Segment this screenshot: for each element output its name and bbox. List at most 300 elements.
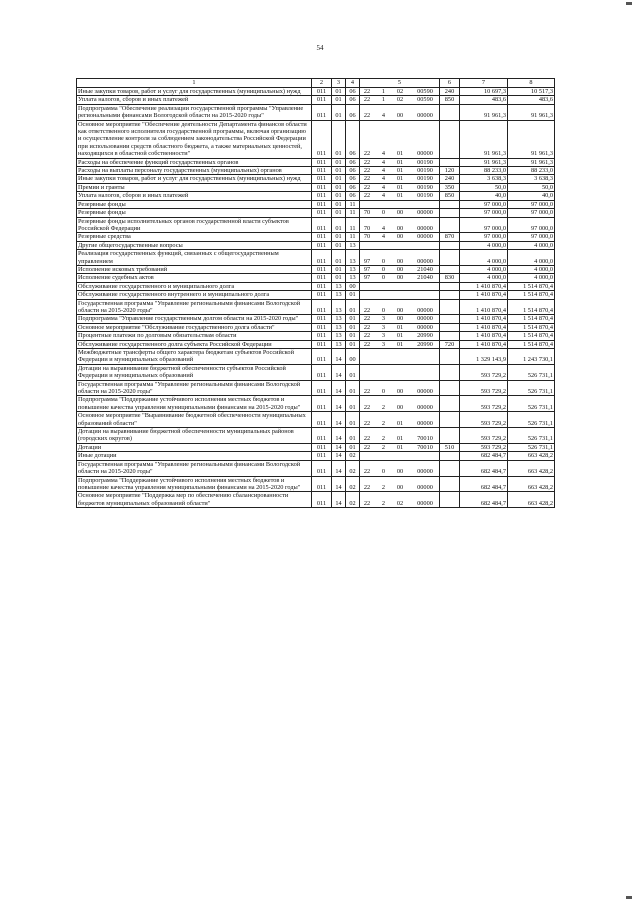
target-article-code — [361, 167, 438, 174]
subsection-code: 00 — [346, 349, 360, 365]
target-article-code — [361, 444, 438, 451]
target-article-code — [361, 274, 438, 281]
section-code: 14 — [332, 396, 346, 412]
admin-code: 011 — [312, 282, 332, 290]
article-cell — [360, 443, 440, 451]
article-cell — [360, 349, 440, 365]
admin-code: 011 — [312, 492, 332, 508]
amount-2020: 526 731,1 — [508, 396, 555, 412]
expense-type-code — [440, 250, 460, 266]
expense-type-code — [440, 412, 460, 428]
subsection-code: 06 — [346, 175, 360, 183]
admin-code: 011 — [312, 241, 332, 249]
table-row — [77, 217, 555, 233]
admin-code: 011 — [312, 104, 332, 120]
section-code: 14 — [332, 492, 346, 508]
expense-type-code — [440, 332, 460, 340]
article-part-p2: 4 — [381, 112, 386, 120]
admin-code: 011 — [312, 460, 332, 476]
amount-2019: 4 000,0 — [460, 250, 508, 266]
article-part-p1: 22 — [363, 332, 371, 340]
section-code: 13 — [332, 323, 346, 331]
article-cell — [360, 158, 440, 166]
article-part-p3: 01 — [396, 435, 404, 443]
row-name: Расходы на обеспечение функций государственных органов — [77, 158, 312, 166]
amount-2019: 1 410 870,4 — [460, 315, 508, 323]
article-part-p4: 70010 — [417, 435, 433, 443]
table-row — [77, 315, 555, 323]
section-code: 01 — [332, 175, 346, 183]
row-name: Иные закупки товаров, работ и услуг для государственных (муниципальных) нужд — [77, 88, 312, 96]
article-cell — [360, 396, 440, 412]
table-row — [77, 250, 555, 266]
admin-code: 011 — [312, 265, 332, 273]
article-part-p3: 00 — [396, 233, 404, 241]
row-name: Исполнение исковых требований — [77, 265, 312, 273]
amount-2020: 97 000,0 — [508, 217, 555, 233]
amount-2019: 483,6 — [460, 96, 508, 104]
article-part-p3: 01 — [396, 175, 404, 183]
admin-code: 011 — [312, 250, 332, 266]
article-cell — [360, 241, 440, 249]
amount-2020: 97 000,0 — [508, 233, 555, 241]
article-part-p4: 00190 — [417, 183, 433, 191]
subsection-code: 06 — [346, 120, 360, 158]
header-cell: 8 — [508, 79, 555, 88]
article-part-p1: 70 — [363, 224, 371, 232]
article-part-p2: 1 — [381, 96, 386, 104]
article-part-p1: 22 — [363, 306, 371, 314]
amount-2019: 4 000,0 — [460, 274, 508, 282]
amount-2019: 593 729,2 — [460, 443, 508, 451]
article-part-p2: 0 — [381, 265, 386, 273]
amount-2020: 526 731,1 — [508, 380, 555, 396]
table-row — [77, 443, 555, 451]
article-part-p1: 22 — [363, 323, 371, 331]
table-row — [77, 96, 555, 104]
article-part-p4: 00000 — [417, 499, 433, 507]
table-row — [77, 291, 555, 299]
target-article-code — [361, 388, 438, 395]
row-name: Другие общегосударственные вопросы — [77, 241, 312, 249]
header-cell: 7 — [460, 79, 508, 88]
subsection-code: 06 — [346, 96, 360, 104]
admin-code: 011 — [312, 364, 332, 380]
article-part-p1: 22 — [363, 167, 371, 175]
article-part-p3: 00 — [396, 209, 404, 217]
subsection-code: 13 — [346, 241, 360, 249]
section-code: 13 — [332, 315, 346, 323]
subsection-code: 01 — [346, 332, 360, 340]
article-part-p1: 97 — [363, 274, 371, 282]
table-row — [77, 233, 555, 241]
section-code: 01 — [332, 274, 346, 282]
amount-2020: 40,0 — [508, 192, 555, 200]
row-name: Подпрограмма "Поддержание устойчивого исполнения местных бюджетов и повышение качества управления муниципальными финансами на 2015-2020 годы" — [77, 396, 312, 412]
article-part-p2: 0 — [381, 388, 386, 396]
amount-2020: 663 428,2 — [508, 460, 555, 476]
amount-2020: 97 000,0 — [508, 200, 555, 208]
article-part-p2: 2 — [381, 499, 386, 507]
section-code: 14 — [332, 452, 346, 460]
amount-2019: 593 729,2 — [460, 428, 508, 444]
article-cell — [360, 452, 440, 460]
subsection-code: 06 — [346, 167, 360, 175]
article-part-p4: 70010 — [417, 443, 433, 451]
target-article-code — [361, 315, 438, 322]
article-part-p3: 00 — [396, 468, 404, 476]
amount-2019: 593 729,2 — [460, 380, 508, 396]
amount-2020: 663 428,2 — [508, 492, 555, 508]
admin-code: 011 — [312, 120, 332, 158]
article-part-p1: 22 — [363, 192, 371, 200]
table-row — [77, 299, 555, 315]
amount-2019: 1 410 870,4 — [460, 282, 508, 290]
article-part-p1: 22 — [363, 483, 371, 491]
row-name: Обслуживание государственного и муниципального долга — [77, 282, 312, 290]
article-part-p2: 2 — [381, 419, 386, 427]
amount-2019: 88 233,0 — [460, 167, 508, 175]
amount-2020: 1 514 870,4 — [508, 299, 555, 315]
amount-2019: 1 410 870,4 — [460, 299, 508, 315]
table-row — [77, 428, 555, 444]
expense-type-code — [440, 380, 460, 396]
article-part-p1: 22 — [363, 112, 371, 120]
target-article-code — [361, 209, 438, 216]
article-part-p3: 00 — [396, 257, 404, 265]
amount-2019: 1 410 870,4 — [460, 323, 508, 331]
row-name: Иные закупки товаров, работ и услуг для государственных (муниципальных) нужд — [77, 175, 312, 183]
article-part-p4: 00000 — [417, 483, 433, 491]
expense-type-code — [440, 291, 460, 299]
amount-2020: 483,6 — [508, 96, 555, 104]
article-cell — [360, 209, 440, 217]
section-code: 14 — [332, 349, 346, 365]
subsection-code: 13 — [346, 274, 360, 282]
article-part-p3: 00 — [396, 224, 404, 232]
article-part-p1: 22 — [363, 96, 371, 104]
expense-type-code — [440, 396, 460, 412]
header-cell: 2 — [312, 79, 332, 88]
subsection-code: 13 — [346, 265, 360, 273]
article-cell — [360, 192, 440, 200]
row-name: Уплата налогов, сборов и иных платежей — [77, 96, 312, 104]
amount-2020: 1 514 870,4 — [508, 315, 555, 323]
header-cell: 6 — [440, 79, 460, 88]
amount-2019: 4 000,0 — [460, 241, 508, 249]
article-part-p1: 22 — [363, 340, 371, 348]
table-row — [77, 380, 555, 396]
target-article-code — [361, 258, 438, 265]
section-code: 01 — [332, 200, 346, 208]
amount-2019: 1 329 143,9 — [460, 349, 508, 365]
expense-type-code: 120 — [440, 167, 460, 175]
expense-type-code — [440, 428, 460, 444]
header-cell: 4 — [346, 79, 360, 88]
subsection-code: 01 — [346, 412, 360, 428]
row-name: Обслуживание государственного долга субъекта Российской Федерации — [77, 340, 312, 348]
page-number: 54 — [316, 44, 324, 52]
article-part-p3: 00 — [396, 306, 404, 314]
article-part-p4: 00190 — [417, 192, 433, 200]
admin-code: 011 — [312, 96, 332, 104]
subsection-code: 01 — [346, 428, 360, 444]
subsection-code: 11 — [346, 217, 360, 233]
article-part-p4: 00590 — [417, 88, 433, 95]
admin-code: 011 — [312, 291, 332, 299]
subsection-code: 01 — [346, 315, 360, 323]
article-part-p3: 02 — [396, 88, 404, 95]
amount-2020: 4 000,0 — [508, 274, 555, 282]
subsection-code: 01 — [346, 443, 360, 451]
article-part-p3: 01 — [396, 158, 404, 166]
section-code: 01 — [332, 209, 346, 217]
article-part-p1: 22 — [363, 403, 371, 411]
budget-table — [76, 78, 555, 508]
target-article-code — [361, 225, 438, 232]
subsection-code: 06 — [346, 158, 360, 166]
target-article-code — [361, 175, 438, 182]
article-part-p4: 21040 — [417, 274, 433, 282]
subsection-code: 01 — [346, 291, 360, 299]
admin-code: 011 — [312, 452, 332, 460]
article-part-p1: 22 — [363, 499, 371, 507]
article-part-p1: 70 — [363, 209, 371, 217]
article-cell — [360, 299, 440, 315]
table-row — [77, 274, 555, 282]
subsection-code: 13 — [346, 250, 360, 266]
row-name: Основное мероприятие "Обслуживание государственного долга области" — [77, 323, 312, 331]
admin-code: 011 — [312, 340, 332, 348]
article-part-p3: 01 — [396, 183, 404, 191]
article-cell — [360, 380, 440, 396]
table-row — [77, 364, 555, 380]
subsection-code: 06 — [346, 192, 360, 200]
amount-2019: 4 000,0 — [460, 265, 508, 273]
article-part-p4: 00190 — [417, 167, 433, 175]
subsection-code: 01 — [346, 396, 360, 412]
expense-type-code — [440, 452, 460, 460]
article-part-p4: 20990 — [417, 332, 433, 340]
article-cell — [360, 175, 440, 183]
target-article-code — [361, 468, 438, 475]
article-part-p1: 22 — [363, 175, 371, 183]
subsection-code: 02 — [346, 460, 360, 476]
section-code: 13 — [332, 291, 346, 299]
expense-type-code — [440, 265, 460, 273]
admin-code: 011 — [312, 428, 332, 444]
table-row — [77, 492, 555, 508]
row-name: Государственная программа "Управление региональными финансами Вологодской области на 2015-2020 годы" — [77, 299, 312, 315]
amount-2020: 3 638,3 — [508, 175, 555, 183]
table-row — [77, 241, 555, 249]
article-cell — [360, 364, 440, 380]
article-cell — [360, 217, 440, 233]
section-code: 14 — [332, 412, 346, 428]
amount-2020: 663 428,2 — [508, 476, 555, 492]
header-cell: 1 — [77, 79, 312, 88]
article-part-p1: 97 — [363, 265, 371, 273]
article-part-p2: 3 — [381, 340, 386, 348]
expense-type-code — [440, 200, 460, 208]
article-part-p4: 00000 — [417, 388, 433, 396]
expense-type-code: 720 — [440, 340, 460, 348]
row-name: Дотации — [77, 443, 312, 451]
target-article-code — [361, 150, 438, 157]
table-row — [77, 104, 555, 120]
article-part-p3: 00 — [396, 265, 404, 273]
article-part-p1: 22 — [363, 435, 371, 443]
admin-code: 011 — [312, 323, 332, 331]
article-part-p1: 22 — [363, 88, 371, 95]
article-cell — [360, 250, 440, 266]
article-cell — [360, 332, 440, 340]
article-part-p4: 20990 — [417, 340, 433, 348]
article-part-p4: 00000 — [417, 403, 433, 411]
admin-code: 011 — [312, 88, 332, 96]
row-name: Основное мероприятие "Выравнивание бюджетной обеспеченности муниципальных образований области" — [77, 412, 312, 428]
expense-type-code — [440, 349, 460, 365]
amount-2020: 526 731,1 — [508, 428, 555, 444]
amount-2019: 1 410 870,4 — [460, 340, 508, 348]
subsection-code: 06 — [346, 88, 360, 96]
article-part-p3: 00 — [396, 315, 404, 323]
table-row — [77, 183, 555, 191]
amount-2019: 10 697,3 — [460, 88, 508, 96]
article-part-p3: 01 — [396, 167, 404, 175]
row-name: Исполнение судебных актов — [77, 274, 312, 282]
article-part-p4: 00000 — [417, 315, 433, 323]
amount-2020: 4 000,0 — [508, 250, 555, 266]
row-name: Дотации на выравнивание бюджетной обеспеченности муниципальных районов (городских округов) — [77, 428, 312, 444]
article-part-p3: 02 — [396, 96, 404, 104]
row-name: Иные дотации — [77, 452, 312, 460]
article-cell — [360, 315, 440, 323]
admin-code: 011 — [312, 476, 332, 492]
table-row — [77, 282, 555, 290]
article-part-p2: 4 — [381, 158, 386, 166]
amount-2019: 682 484,7 — [460, 452, 508, 460]
section-code: 01 — [332, 183, 346, 191]
row-name: Резервные фонды исполнительных органов государственной власти субъектов Российской Федерации — [77, 217, 312, 233]
article-part-p2: 4 — [381, 183, 386, 191]
admin-code: 011 — [312, 209, 332, 217]
expense-type-code — [440, 217, 460, 233]
article-part-p3: 02 — [396, 499, 404, 507]
table-row — [77, 158, 555, 166]
article-part-p4: 00590 — [417, 96, 433, 104]
article-part-p4: 00000 — [417, 468, 433, 476]
table-row — [77, 265, 555, 273]
subsection-code: 01 — [346, 323, 360, 331]
article-part-p3: 00 — [396, 483, 404, 491]
row-name: Премии и гранты — [77, 183, 312, 191]
article-part-p3: 01 — [396, 332, 404, 340]
section-code: 01 — [332, 265, 346, 273]
expense-type-code: 850 — [440, 96, 460, 104]
table-row — [77, 175, 555, 183]
row-name: Резервные фонды — [77, 209, 312, 217]
amount-2019: 593 729,2 — [460, 364, 508, 380]
article-part-p2: 2 — [381, 435, 386, 443]
section-code: 14 — [332, 364, 346, 380]
amount-2020: 91 961,3 — [508, 158, 555, 166]
article-part-p4: 00190 — [417, 175, 433, 183]
article-part-p3: 01 — [396, 443, 404, 451]
expense-type-code: 240 — [440, 175, 460, 183]
article-cell — [360, 282, 440, 290]
target-article-code — [361, 233, 438, 240]
article-part-p1: 97 — [363, 257, 371, 265]
article-part-p3: 01 — [396, 419, 404, 427]
amount-2019: 593 729,2 — [460, 412, 508, 428]
expense-type-code — [440, 323, 460, 331]
subsection-code: 02 — [346, 476, 360, 492]
article-cell — [360, 120, 440, 158]
article-part-p2: 0 — [381, 257, 386, 265]
subsection-code: 06 — [346, 104, 360, 120]
admin-code: 011 — [312, 233, 332, 241]
article-part-p4: 00000 — [417, 112, 433, 120]
article-cell — [360, 167, 440, 175]
row-name: Резервные фонды — [77, 200, 312, 208]
subsection-code: 00 — [346, 282, 360, 290]
admin-code: 011 — [312, 299, 332, 315]
expense-type-code — [440, 209, 460, 217]
expense-type-code: 850 — [440, 192, 460, 200]
row-name: Подпрограмма "Управление государственным долгом области на 2015-2020 годы" — [77, 315, 312, 323]
admin-code: 011 — [312, 396, 332, 412]
article-cell — [360, 233, 440, 241]
amount-2020: 1 514 870,4 — [508, 282, 555, 290]
amount-2020: 88 233,0 — [508, 167, 555, 175]
section-code: 14 — [332, 460, 346, 476]
article-cell — [360, 428, 440, 444]
section-code: 01 — [332, 192, 346, 200]
amount-2019: 40,0 — [460, 192, 508, 200]
expense-type-code — [440, 315, 460, 323]
amount-2019: 97 000,0 — [460, 233, 508, 241]
target-article-code — [361, 435, 438, 442]
admin-code: 011 — [312, 412, 332, 428]
section-code: 01 — [332, 167, 346, 175]
article-part-p4: 00000 — [417, 224, 433, 232]
article-part-p2: 4 — [381, 192, 386, 200]
target-article-code — [361, 324, 438, 331]
amount-2020: 4 000,0 — [508, 241, 555, 249]
subsection-code: 11 — [346, 233, 360, 241]
section-code: 13 — [332, 282, 346, 290]
article-part-p4: 00000 — [417, 257, 433, 265]
article-cell — [360, 200, 440, 208]
article-part-p3: 01 — [396, 323, 404, 331]
article-cell — [360, 492, 440, 508]
article-part-p4: 00000 — [417, 419, 433, 427]
section-code: 01 — [332, 250, 346, 266]
target-article-code — [361, 420, 438, 427]
scan-mark-top — [626, 2, 632, 5]
amount-2019: 91 961,3 — [460, 120, 508, 158]
expense-type-code — [440, 476, 460, 492]
expense-type-code — [440, 241, 460, 249]
expense-type-code — [440, 158, 460, 166]
table-row — [77, 332, 555, 340]
section-code: 13 — [332, 340, 346, 348]
article-part-p3: 01 — [396, 192, 404, 200]
expense-type-code — [440, 299, 460, 315]
admin-code: 011 — [312, 192, 332, 200]
section-code: 14 — [332, 380, 346, 396]
